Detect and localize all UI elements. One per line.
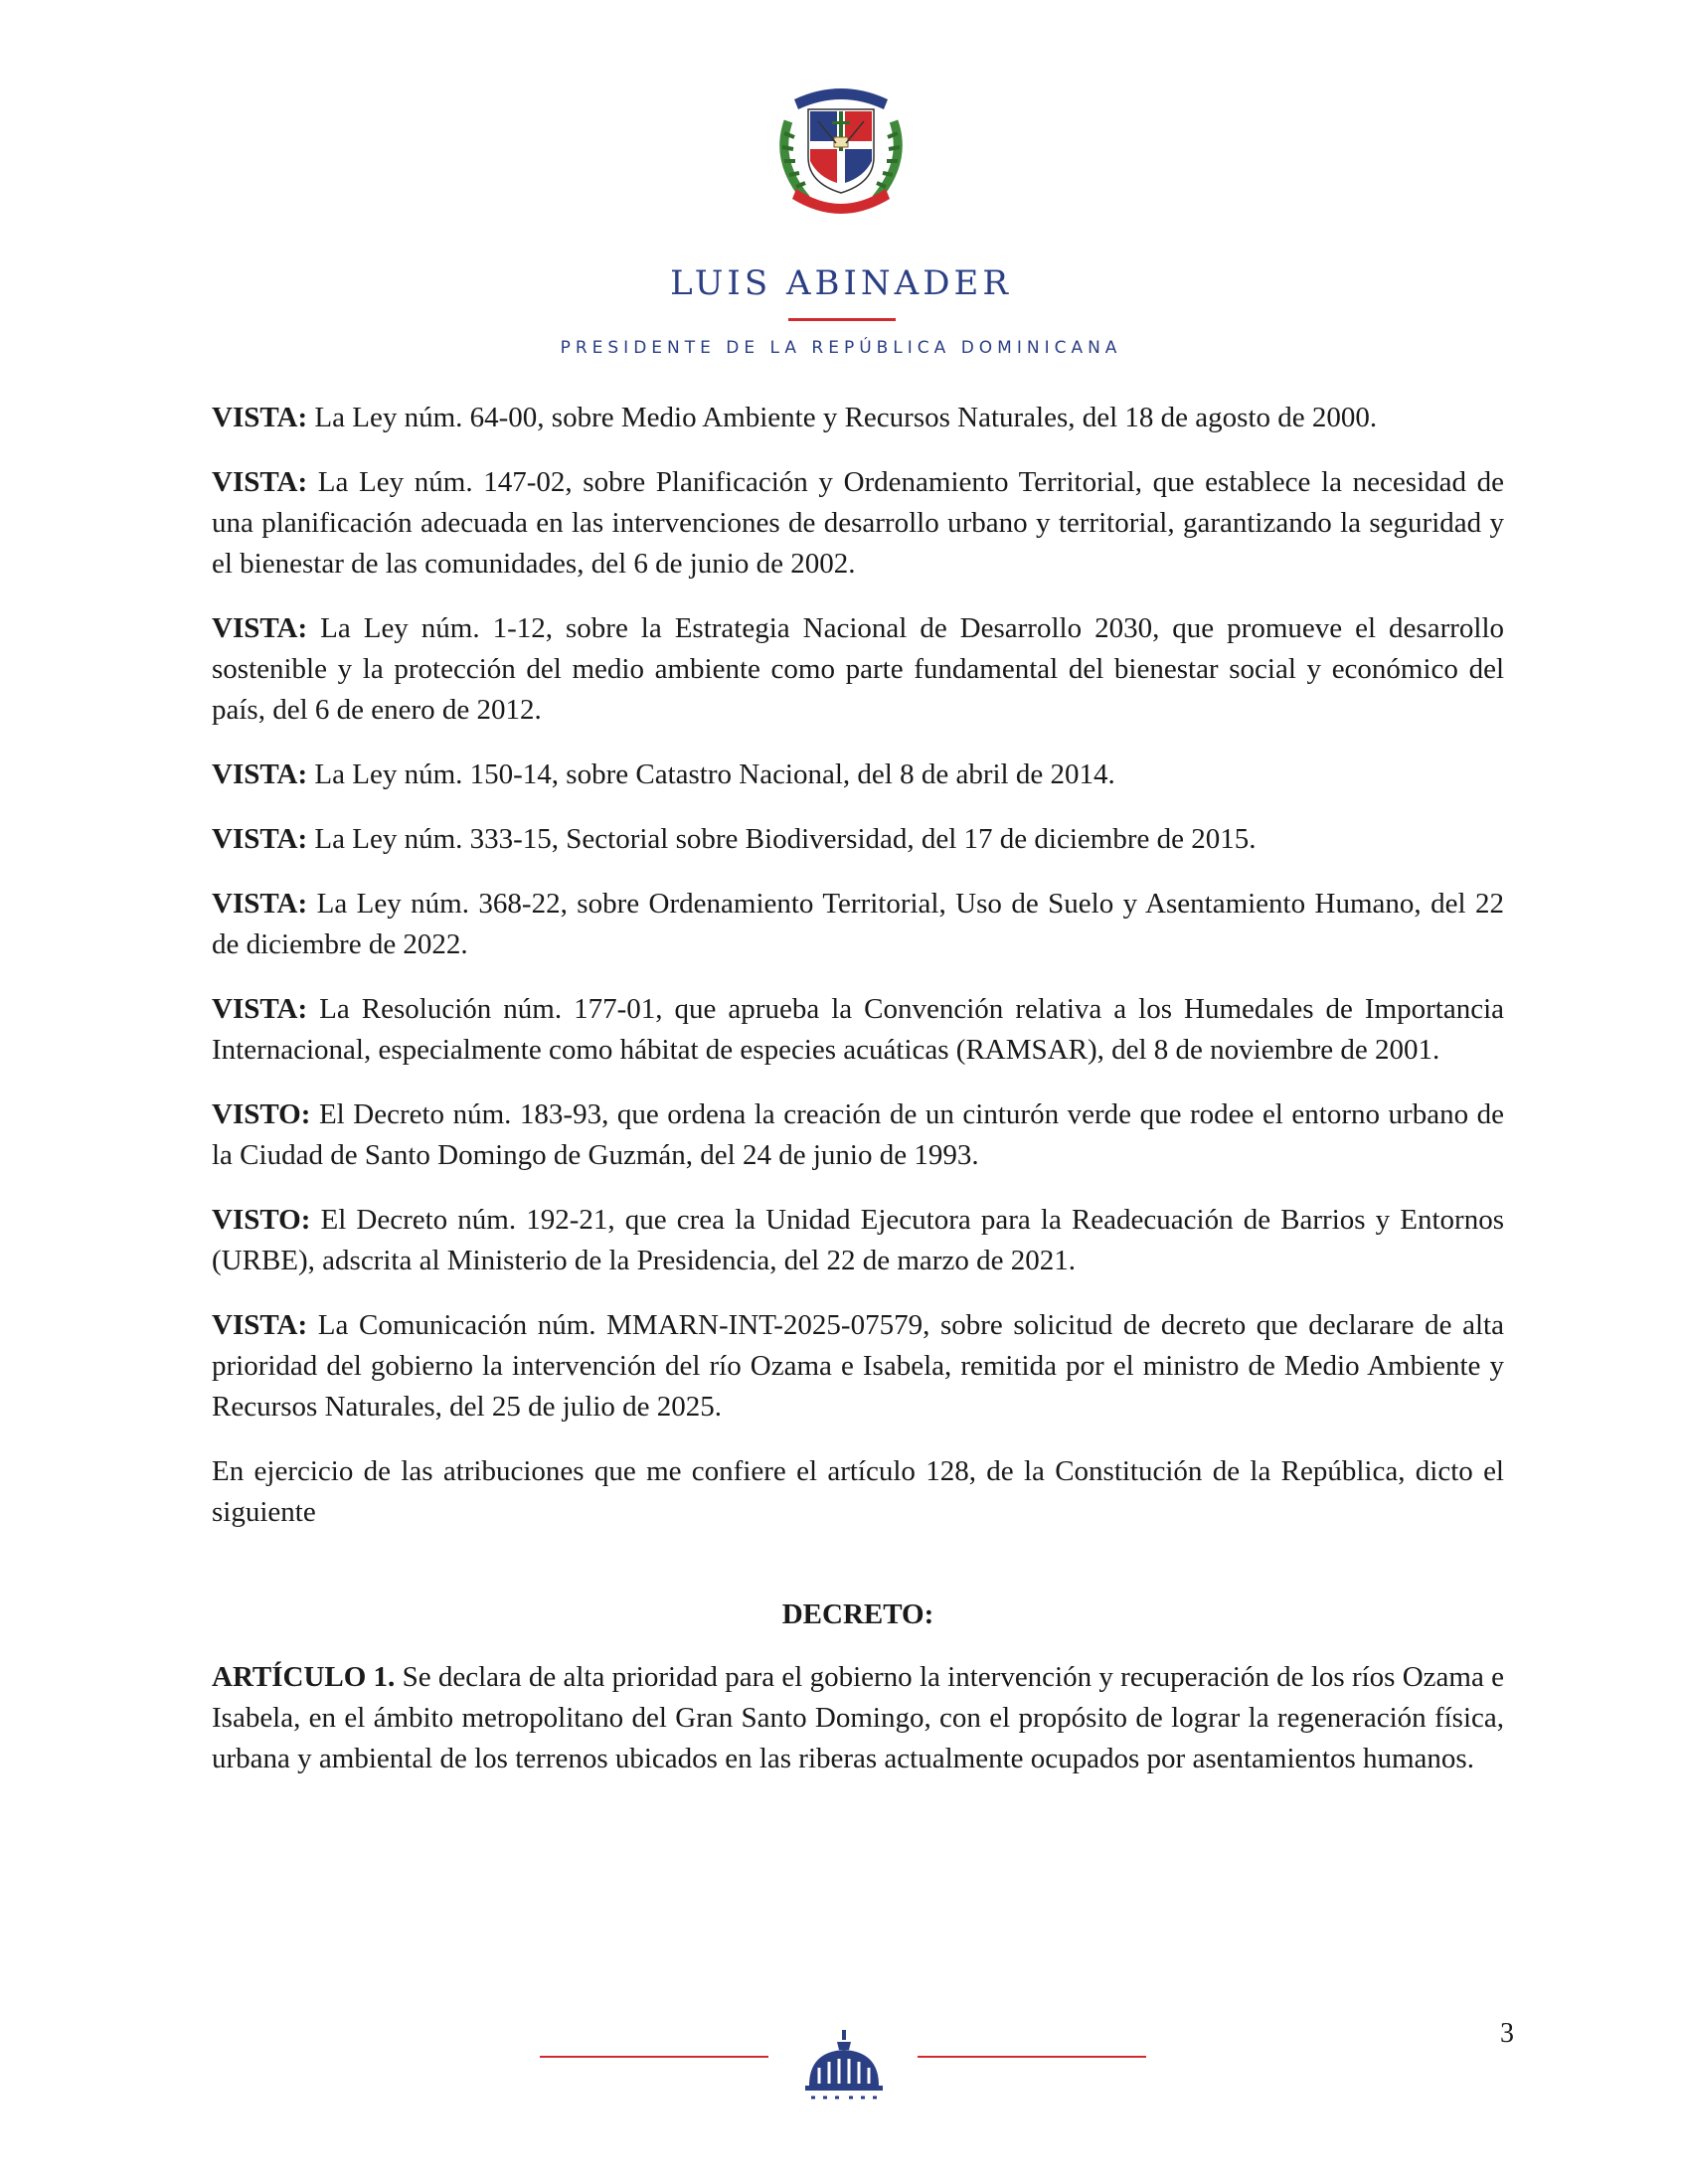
footer-divider-right (918, 2056, 1146, 2058)
article-paragraph: ARTÍCULO 1. Se declara de alta prioridad para el gobierno la intervención y recuperación de los ríos Ozama e Isabela, en el ámbito metropolitano del Gran Santo Domingo, con el propósito de lograr la regeneración física, urbana y ambiental de los terrenos ubicados en las riberas actualmente ocupados por asentamientos humanos. (212, 1661, 1504, 1774)
considerando-paragraph: VISTA: La Comunicación núm. MMARN-INT-2025-07579, sobre solicitud de decreto que declarare de alta prioridad del gobierno la intervención del río Ozama e Isabela, remitida por el ministro de Medio Ambiente y Recursos Naturales, del 25 de julio de 2025. (212, 1309, 1504, 1423)
president-title: PRESIDENTE DE LA REPÚBLICA DOMINICANA (560, 338, 1122, 358)
considerando-paragraph: VISTA: La Ley núm. 64-00, sobre Medio Ambiente y Recursos Naturales, del 18 de agosto de 2000. (212, 402, 1378, 433)
name-underline-divider (788, 318, 896, 321)
president-name: LUIS ABINADER (670, 263, 1012, 303)
considerando-paragraph: VISTA: La Ley núm. 150-14, sobre Catastro Nacional, del 8 de abril de 2014. (212, 758, 1115, 790)
considerando-paragraph: VISTA: La Ley núm. 333-15, Sectorial sobre Biodiversidad, del 17 de diciembre de 2015. (212, 823, 1257, 855)
considerando-paragraph: VISTA: La Ley núm. 1-12, sobre la Estrategia Nacional de Desarrollo 2030, que promueve el desarrollo sostenible y la protección del medio ambiente como parte fundamental del bienestar social y económico del país, del 6 de enero de 2012. (212, 612, 1504, 726)
palace-dome-icon (801, 2028, 887, 2102)
considerando-paragraph: VISTO: El Decreto núm. 192-21, que crea la Unidad Ejecutora para la Readecuación de Barrios y Entornos (URBE), adscrita al Ministerio de la Presidencia, del 22 de marzo de 2021. (212, 1204, 1504, 1276)
considerando-paragraph: VISTA: La Ley núm. 147-02, sobre Planificación y Ordenamiento Territorial, que establece la necesidad de una planificación adecuada en las intervenciones de desarrollo urbano y territorial, garantizando la seguridad y el bienestar de las comunidades, del 6 de junio de 2002. (212, 466, 1504, 580)
page-number: 3 (1500, 2018, 1514, 2049)
considerando-paragraph: VISTO: El Decreto núm. 183-93, que ordena la creación de un cinturón verde que rodee el entorno urbano de la Ciudad de Santo Domingo de Guzmán, del 24 de junio de 1993. (212, 1098, 1504, 1171)
coat-of-arms-icon (766, 72, 916, 221)
document-body (212, 398, 1504, 1803)
footer-divider-left (540, 2056, 768, 2058)
considerando-paragraph: VISTA: La Resolución núm. 177-01, que aprueba la Convención relativa a los Humedales de Importancia Internacional, especialmente como hábitat de especies acuáticas (RAMSAR), del 8 de noviembre de 2001. (212, 993, 1504, 1066)
decree-heading: DECRETO: (781, 1598, 934, 1630)
considerando-paragraph: VISTA: La Ley núm. 368-22, sobre Ordenamiento Territorial, Uso de Suelo y Asentamiento Humano, del 22 de diciembre de 2022. (212, 888, 1504, 960)
closing-paragraph: En ejercicio de las atribuciones que me confiere el artículo 128, de la Constitución de la República, dicto el siguiente (212, 1455, 1504, 1528)
